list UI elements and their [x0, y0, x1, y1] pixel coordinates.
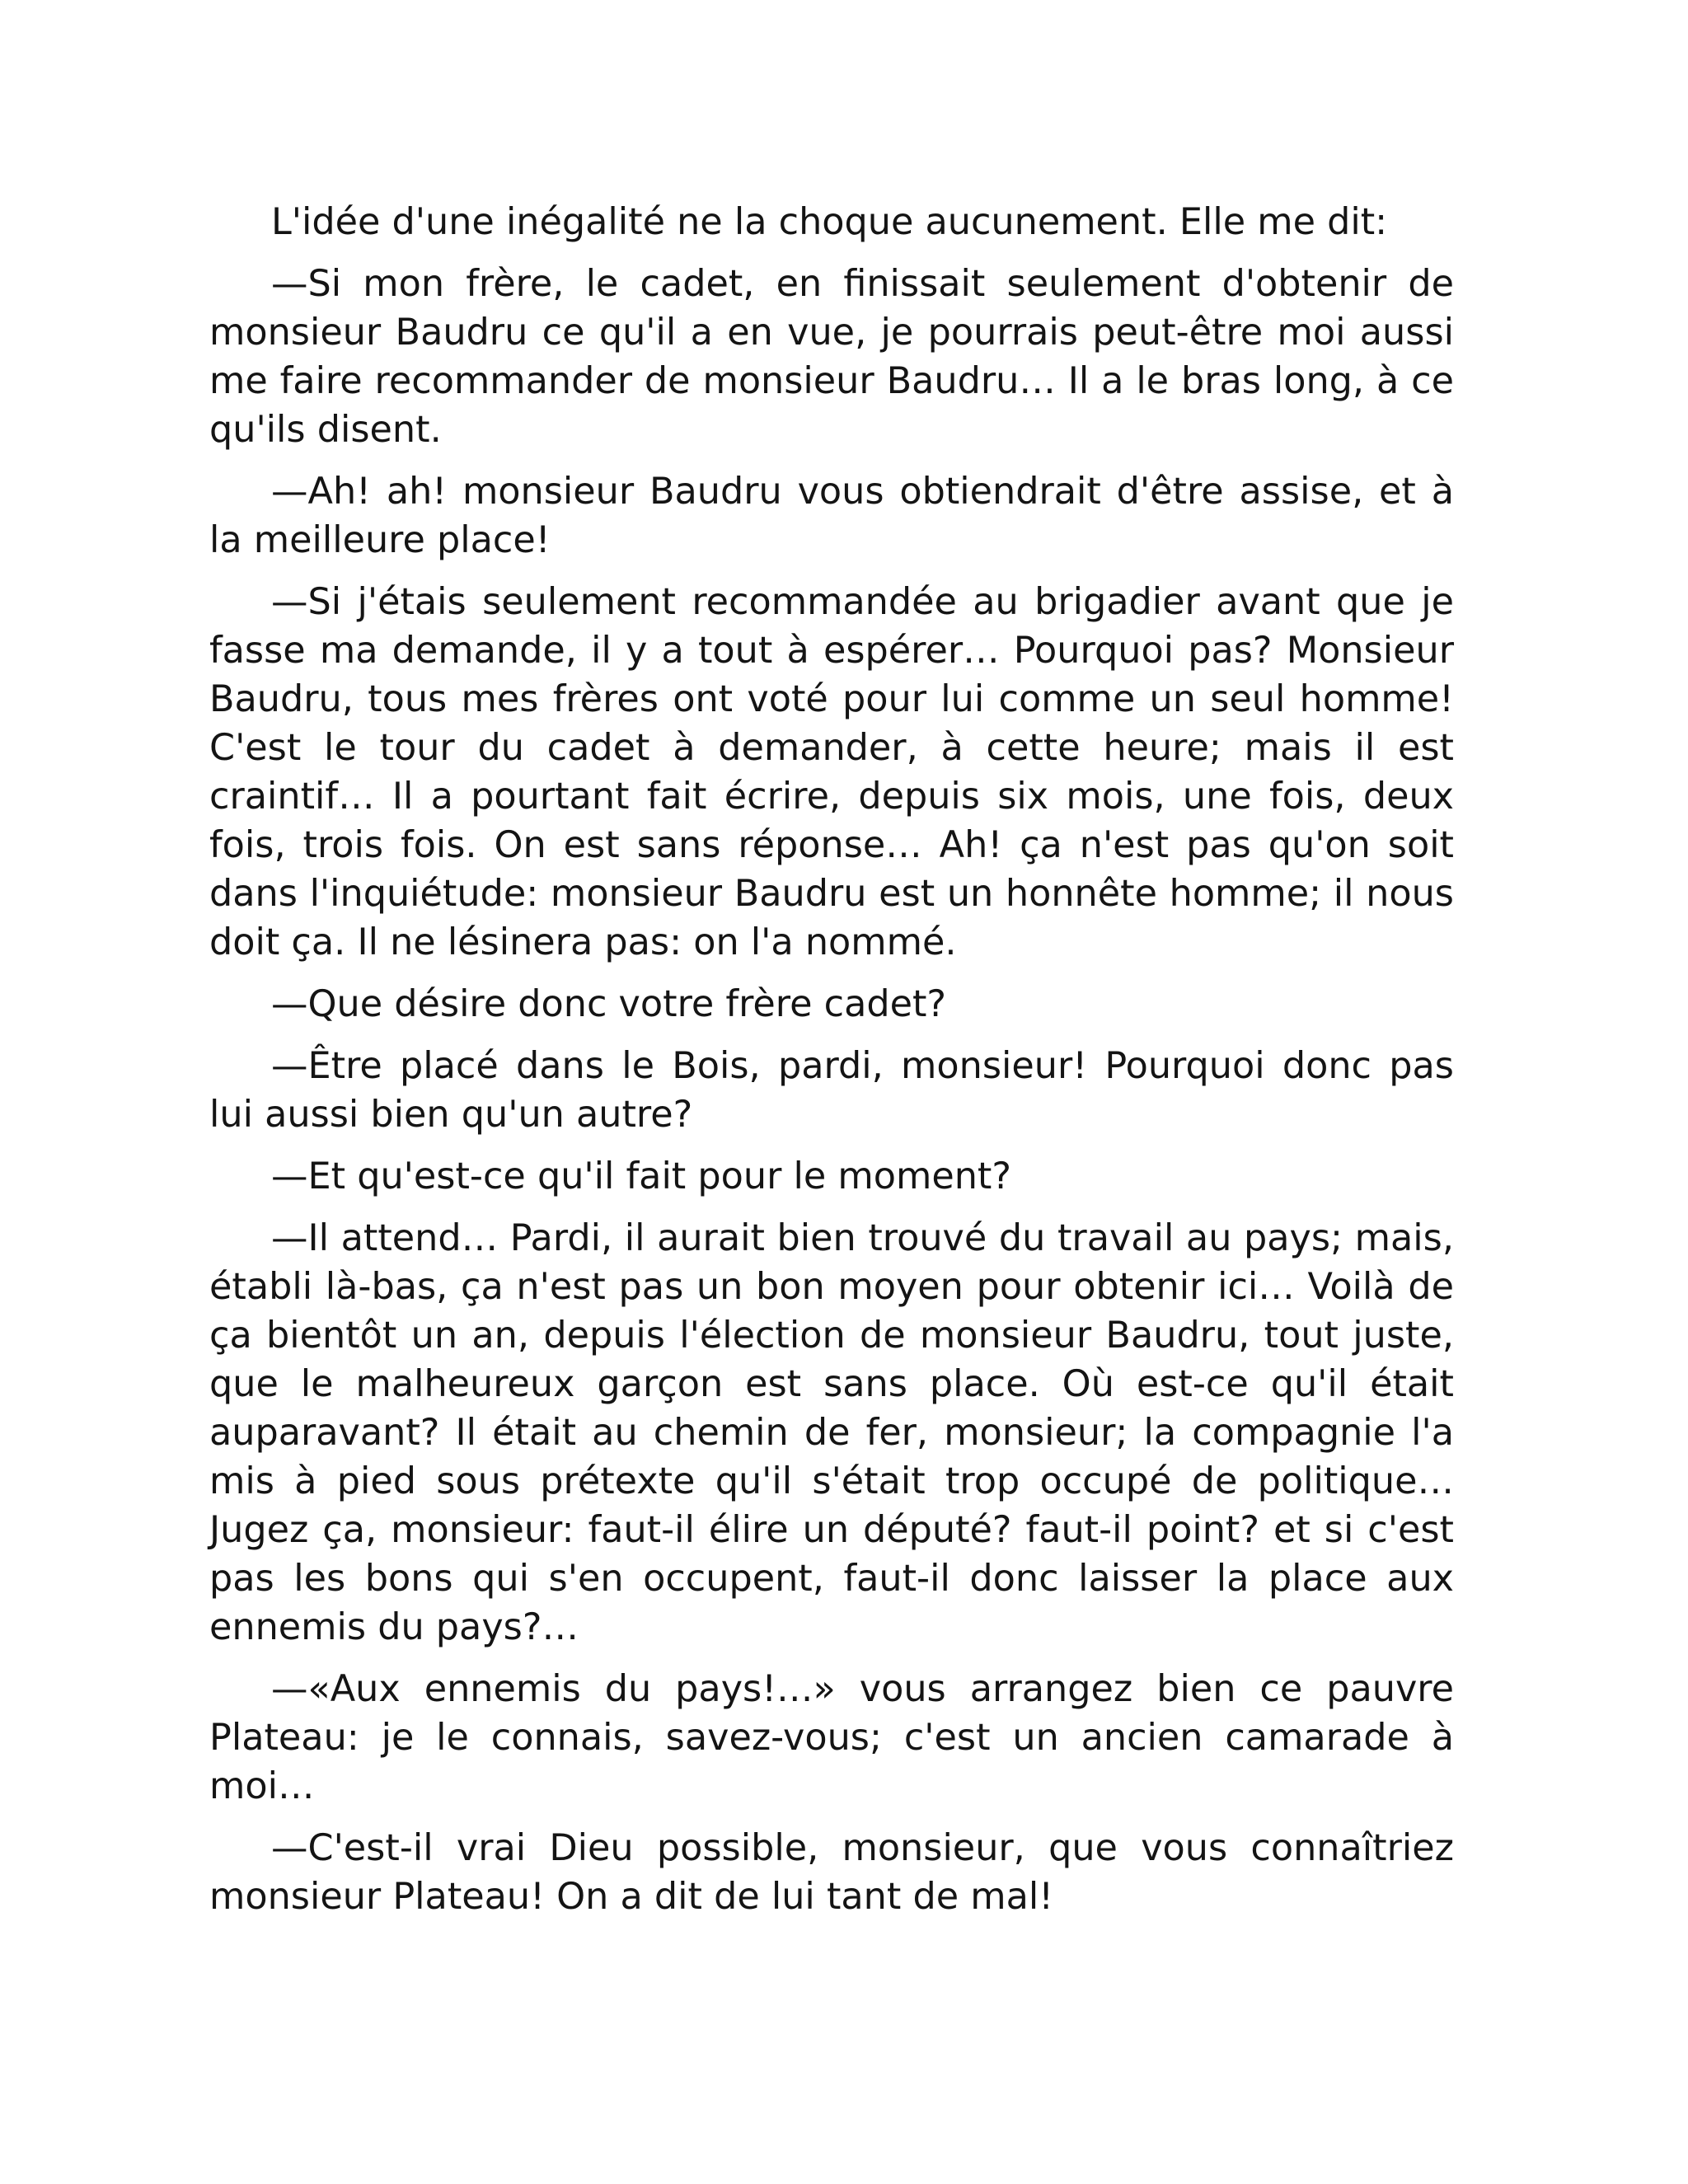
paragraph: —Ah! ah! monsieur Baudru vous obtiendrait d'être assise, et à la meilleure place! — [209, 471, 1454, 561]
paragraph: —«Aux ennemis du pays!…» vous arrangez bien ce pauvre Plateau: je le connais, savez-vous; c'est un ancien camarade à moi… — [209, 1668, 1454, 1807]
paragraph: —Et qu'est-ce qu'il fait pour le moment? — [271, 1155, 1011, 1197]
page-body — [209, 198, 1454, 1934]
paragraph: —Être placé dans le Bois, pardi, monsieur! Pourquoi donc pas lui aussi bien qu'un autre? — [209, 1045, 1454, 1136]
paragraph: —Si mon frère, le cadet, en finissait seulement d'obtenir de monsieur Baudru ce qu'il a en vue, je pourrais peut-être moi aussi me faire recommander de monsieur Baudru… Il a le bras long, à ce qu'ils disent. — [209, 263, 1454, 451]
paragraph: —Si j'étais seulement recommandée au brigadier avant que je fasse ma demande, il y a tout à espérer… Pourquoi pas? Monsieur Baudru, tous mes frères ont voté pour lui comme un seul homme! C'est le tour du cadet à demander, à cette heure; mais il est craintif… Il a pourtant fait écrire, depuis six mois, une fois, deux fois, trois fois. On est sans réponse… Ah! ça n'est pas qu'on soit dans l'inquiétude: monsieur Baudru est un honnête homme; il nous doit ça. Il ne lésinera pas: on l'a nommé. — [209, 581, 1454, 963]
paragraph: —Que désire donc votre frère cadet? — [271, 983, 947, 1025]
paragraph: —Il attend… Pardi, il aurait bien trouvé du travail au pays; mais, établi là-bas, ça n'est pas un bon moyen pour obtenir ici… Voilà de ça bientôt un an, depuis l'élection de monsieur Baudru, tout juste, que le malheureux garçon est sans place. Où est-ce qu'il était auparavant? Il était au chemin de fer, monsieur; la compagnie l'a mis à pied sous prétexte qu'il s'était trop occupé de politique… Jugez ça, monsieur: faut-il élire un député? faut-il point? et si c'est pas les bons qui s'en occupent, faut-il donc laisser la place aux ennemis du pays?… — [209, 1217, 1454, 1648]
paragraph: —C'est-il vrai Dieu possible, monsieur, que vous connaîtriez monsieur Plateau! On a dit de lui tant de mal! — [209, 1827, 1454, 1918]
paragraph: L'idée d'une inégalité ne la choque aucunement. Elle me dit: — [271, 201, 1388, 243]
